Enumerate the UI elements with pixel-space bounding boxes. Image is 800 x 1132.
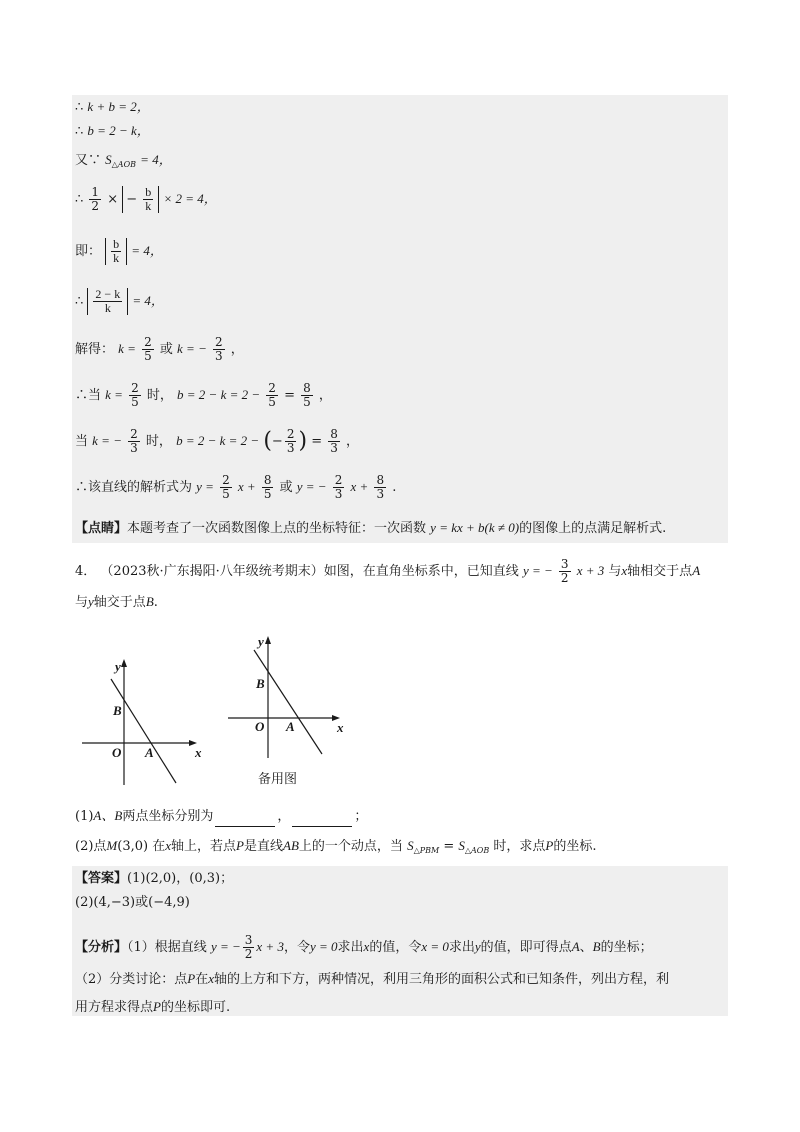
analysis-line-1: 【分析】（1）根据直线 y = − $\frac{3}{2}$ x + 3，令y = 0求出x的值，令x = 0求出y的值，即可得点A、B的坐标； bbox=[75, 933, 653, 961]
coordinate-figure-1 bbox=[75, 655, 215, 790]
equation: = 4， bbox=[140, 152, 172, 167]
point-b-label: B bbox=[113, 703, 122, 718]
point-a-label: A bbox=[145, 745, 154, 760]
times-symbol: × bbox=[107, 192, 119, 207]
analysis-line-3: 用方程求得点P的坐标即可. bbox=[75, 999, 231, 1015]
dianjing-formula: y = kx + b bbox=[430, 520, 485, 535]
solution-line-1 bbox=[75, 97, 150, 118]
y-axis-label: y bbox=[258, 634, 264, 649]
dianjing-text: 本题考查了一次函数图像上点的坐标特征：一次函数 bbox=[127, 521, 427, 536]
namely-text: 即： bbox=[75, 244, 102, 259]
equation: × 2 = 4， bbox=[163, 191, 217, 206]
area-subscript: △AOB bbox=[111, 160, 137, 169]
y-axis-label: y bbox=[115, 659, 121, 674]
dianjing-text-end: 的图像上的点满足解析式. bbox=[519, 521, 667, 536]
problem-number: 4． bbox=[75, 564, 97, 579]
answer-label: 【答案】 bbox=[75, 871, 128, 886]
x-axis-label: x bbox=[337, 720, 344, 735]
solution-line-3 bbox=[75, 150, 172, 175]
equation: = 4， bbox=[131, 243, 163, 258]
figure-caption: 备用图 bbox=[258, 772, 298, 787]
analysis-label: 【分析】 bbox=[75, 940, 128, 955]
problem-text: 如图，在直角坐标系中，已知直线 bbox=[323, 564, 519, 579]
therefore-symbol: ∴ bbox=[75, 124, 84, 139]
therefore-symbol: ∴ bbox=[75, 192, 84, 207]
coordinate-figure-2 bbox=[222, 632, 357, 762]
origin-label: O bbox=[112, 745, 122, 760]
problem-line-2: 与y轴交于点B. bbox=[75, 594, 158, 610]
equation: b = 2 − k， bbox=[87, 123, 150, 138]
line-ab bbox=[254, 650, 322, 754]
answer-line-1: 【答案】(1)(2,0)，(0,3)； bbox=[75, 871, 234, 886]
dianjing-line bbox=[75, 518, 666, 539]
because-text: 又∵ bbox=[75, 153, 102, 168]
solution-line-6 bbox=[75, 288, 164, 315]
x-axis-label: x bbox=[195, 745, 202, 760]
solution-line-7: 解得： k = $\frac{2}{5}$ 或 k = − $\frac{2}{3}$ ， bbox=[75, 335, 244, 363]
therefore-symbol: ∴ bbox=[75, 294, 84, 309]
analysis-line-2: （2）分类讨论：点P在x轴的上方和下方，两种情况，利用三角形的面积公式和已知条件，列出方程，利 bbox=[75, 971, 670, 987]
equation: = 4， bbox=[132, 293, 164, 308]
y-axis-arrow bbox=[265, 636, 271, 644]
solve-text: 解得： bbox=[75, 342, 115, 357]
problem-line-1: 4． （2023秋·广东揭阳·八年级统考期末）如图，在直角坐标系中，已知直线 y = − $\frac{3}{2}$ x + 3 与x轴相交于点A bbox=[75, 557, 701, 585]
solution-line-8: ∴当 k = $\frac{2}{5}$ 时， b = 2 − k = 2 − $\frac{2}{5}$ = $\frac{8}{5}$ ， bbox=[75, 381, 332, 409]
dianjing-label: 【点睛】 bbox=[75, 521, 128, 536]
problem-source: （2023秋·广东揭阳·八年级统考期末） bbox=[100, 564, 324, 579]
solution-line-4 bbox=[75, 186, 217, 213]
absolute-value: $\frac{2 - k}{k}$ bbox=[87, 288, 128, 315]
answer-line-2: (2)(4,−3)或(−4,9) bbox=[75, 895, 190, 910]
point-b-label: B bbox=[256, 676, 265, 691]
solution-line-9: 当 k = − $\frac{2}{3}$ 时， b = 2 − k = 2 − (− $\frac{2}{3}$ ) = $\frac{8}{3}$ ， bbox=[75, 427, 360, 455]
question-1: (1)A、B两点坐标分别为 ， ； bbox=[75, 806, 367, 827]
origin-label: O bbox=[255, 719, 265, 734]
solution-line-10: ∴该直线的解析式为 y = $\frac{2}{5}$ x + $\frac{8}{5}$ 或 y = − $\frac{2}{3}$ x + $\frac{8}{3}$ . bbox=[75, 473, 397, 501]
answer-blank-a[interactable] bbox=[215, 812, 275, 827]
solution-line-2 bbox=[75, 121, 150, 142]
point-a-label: A bbox=[286, 719, 295, 734]
question-2: (2)点M(3,0) 在x轴上，若点P是直线AB上的一个动点，当 $S_{\triangle PBM} = S_{\triangle AOB}$ 时，求点P的坐标. bbox=[75, 838, 597, 855]
y-axis-arrow bbox=[121, 659, 127, 667]
line-ab bbox=[111, 679, 176, 783]
solution-line-5 bbox=[75, 238, 163, 265]
therefore-symbol: ∴ bbox=[75, 100, 84, 115]
equation: k + b = 2， bbox=[87, 99, 150, 114]
fraction: $\frac{1}{2}$ bbox=[91, 185, 100, 213]
dianjing-condition: (k ≠ 0) bbox=[484, 520, 520, 535]
area-symbol: S bbox=[105, 152, 112, 167]
absolute-value: − $\frac{b}{k}$ bbox=[122, 186, 159, 213]
absolute-value: $\frac{b}{k}$ bbox=[105, 238, 127, 265]
answer-blank-b[interactable] bbox=[292, 812, 352, 827]
